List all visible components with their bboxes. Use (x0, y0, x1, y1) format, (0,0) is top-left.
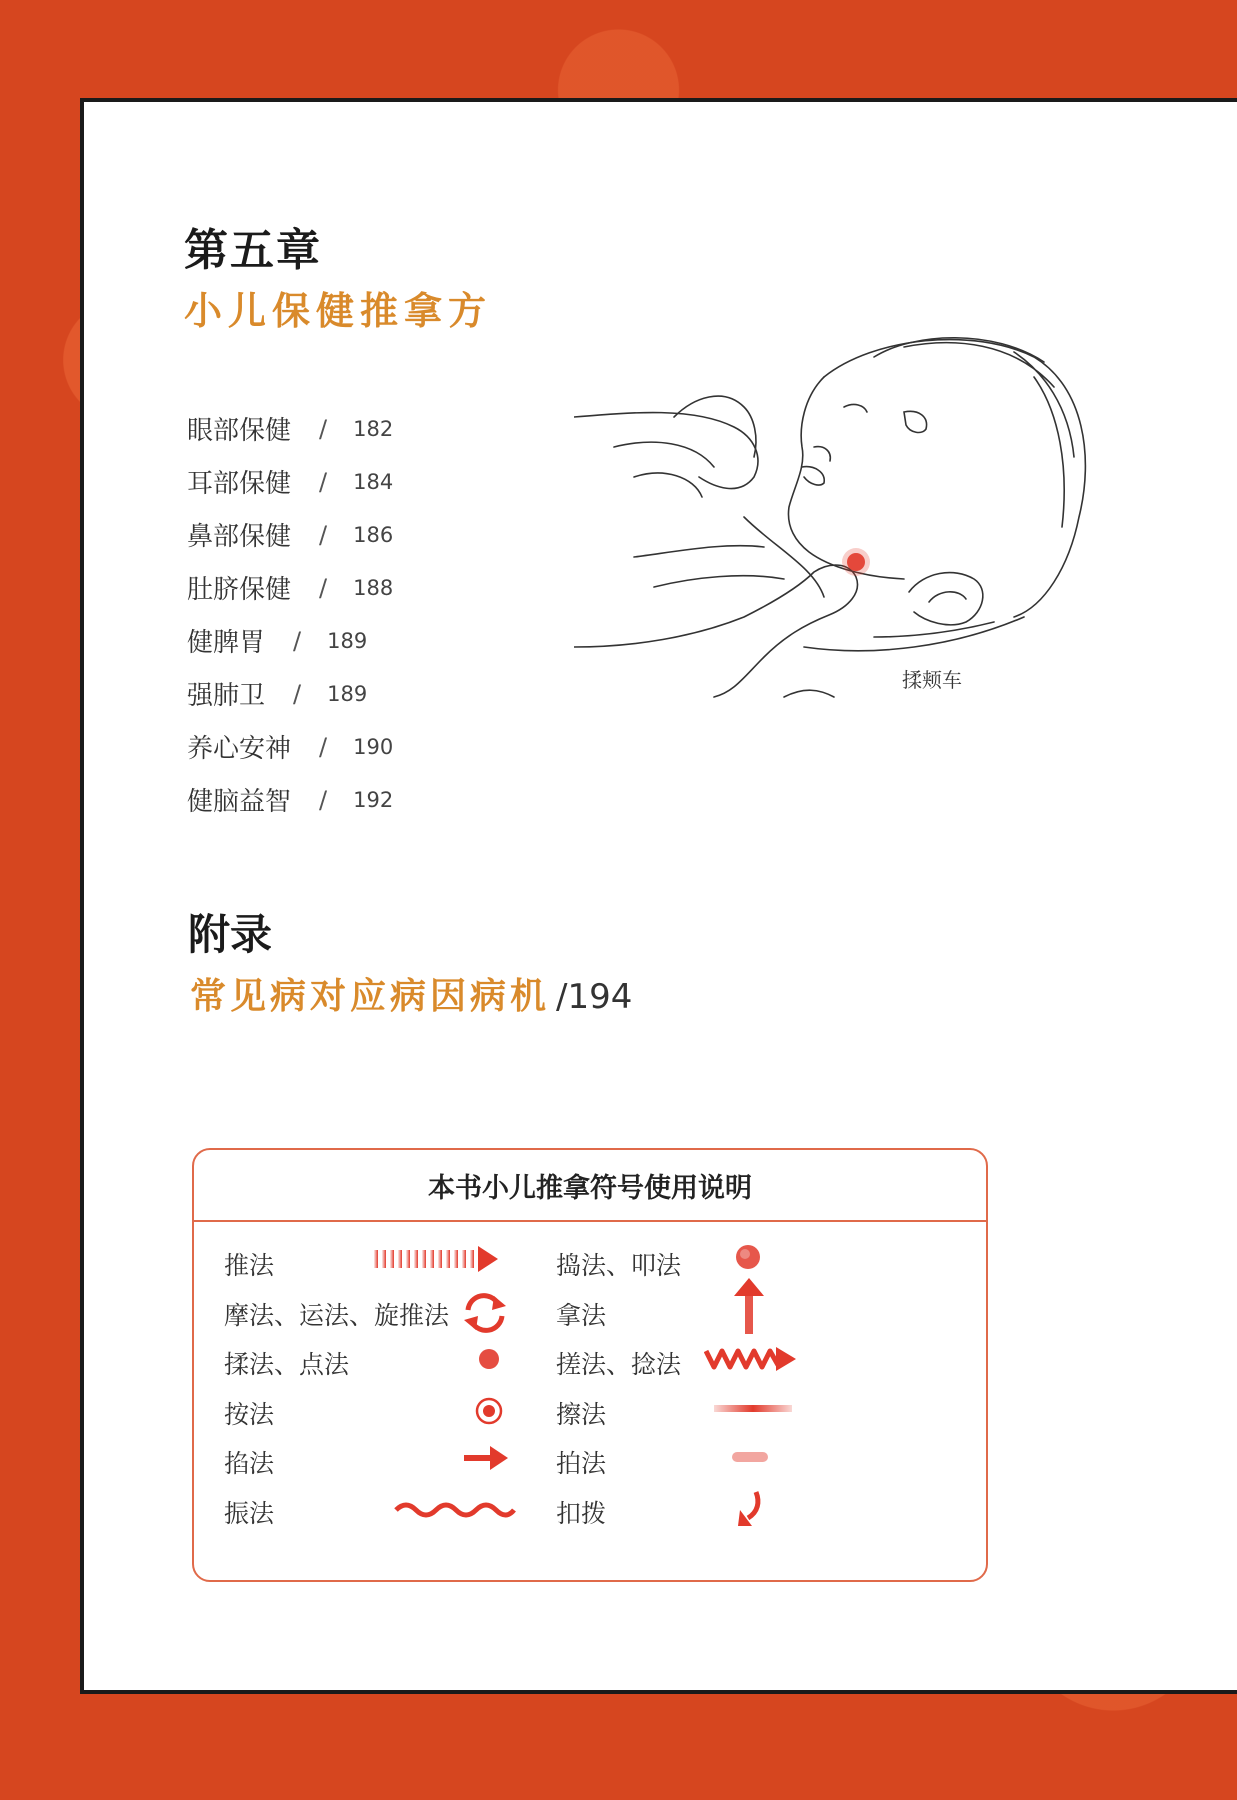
toc-item-label: 耳部保健 (187, 469, 292, 499)
toc-slash: / (293, 626, 302, 655)
legend-label: 振法 (224, 1498, 275, 1528)
legend-label: 摩法、运法、旋推法 (224, 1300, 450, 1330)
legend-right-column (556, 1240, 976, 1537)
legend-row (224, 1290, 524, 1340)
legend-row (556, 1290, 976, 1340)
toc-slash: / (319, 467, 328, 496)
line-icon (712, 1389, 794, 1429)
toc-page: 182 (353, 416, 394, 441)
toc-slash: / (319, 732, 328, 761)
illustration-caption: 揉颊车 (902, 668, 962, 692)
symbol-legend (192, 1148, 988, 1582)
legend-row (224, 1488, 524, 1538)
legend-row (224, 1389, 524, 1439)
toc-item[interactable] (187, 773, 393, 826)
toc-list (187, 402, 393, 826)
legend-row (556, 1488, 976, 1538)
legend-row (224, 1240, 524, 1290)
rotate-arrows-icon (460, 1290, 510, 1334)
legend-row (224, 1438, 524, 1488)
toc-item-label: 健脑益智 (187, 787, 292, 817)
toc-slash: / (319, 573, 328, 602)
toc-item[interactable] (187, 614, 393, 667)
legend-row (556, 1438, 976, 1488)
toc-item[interactable] (187, 667, 393, 720)
toc-item-label: 肚脐保健 (187, 575, 292, 605)
toc-page: 184 (353, 469, 394, 494)
short-arrow-icon (462, 1438, 512, 1478)
up-arrow-icon (732, 1276, 766, 1338)
toc-item[interactable] (187, 508, 393, 561)
toc-slash: / (319, 520, 328, 549)
appendix-page: /194 (556, 977, 633, 1017)
legend-label: 搓法、捻法 (556, 1350, 682, 1379)
circle-icon (728, 1240, 768, 1280)
legend-row (556, 1389, 976, 1439)
toc-item-label: 眼部保健 (187, 416, 292, 446)
legend-label: 拿法 (556, 1300, 607, 1330)
toc-page: 189 (327, 628, 368, 653)
toc-item-label: 健脾胃 (187, 628, 266, 658)
toc-page: 192 (353, 787, 394, 812)
hook-arrow-icon (736, 1488, 766, 1532)
appendix-entry[interactable] (190, 968, 632, 1019)
legend-label: 推法 (224, 1251, 275, 1280)
legend-label: 掐法 (224, 1449, 275, 1478)
legend-row (556, 1240, 976, 1290)
legend-label: 捣法、叩法 (556, 1251, 682, 1280)
toc-item-label: 养心安神 (187, 734, 292, 764)
push-arrow-icon (374, 1240, 504, 1276)
legend-left-column (224, 1240, 524, 1537)
legend-label: 擦法 (556, 1399, 607, 1429)
legend-title: 本书小儿推拿符号使用说明 (194, 1150, 986, 1222)
toc-slash: / (293, 679, 302, 708)
toc-item[interactable] (187, 561, 393, 614)
legend-row (556, 1339, 976, 1389)
dot-icon (474, 1339, 504, 1379)
appendix-title: 附录 (188, 910, 273, 959)
chapter-subtitle: 小儿保健推拿方 (184, 289, 493, 333)
toc-page: 188 (353, 575, 394, 600)
toc-slash: / (319, 785, 328, 814)
toc-page: 186 (353, 522, 394, 547)
content-page (80, 98, 1237, 1694)
toc-slash: / (319, 414, 328, 443)
toc-item[interactable] (187, 402, 393, 455)
target-dot-icon (472, 1389, 506, 1433)
toc-item-label: 强肺卫 (187, 681, 266, 711)
legend-label: 按法 (224, 1399, 275, 1429)
legend-row (224, 1339, 524, 1389)
chapter-title: 第五章 (184, 225, 322, 276)
toc-page: 189 (327, 681, 368, 706)
legend-label: 揉法、点法 (224, 1350, 350, 1379)
child-massage-illustration (574, 317, 1234, 787)
toc-item-label: 鼻部保健 (187, 522, 292, 552)
appendix-subtitle: 常见病对应病因病机 (190, 976, 551, 1017)
legend-label: 拍法 (556, 1449, 607, 1478)
toc-item[interactable] (187, 720, 393, 773)
toc-page: 190 (353, 734, 394, 759)
legend-label: 扣拨 (556, 1498, 607, 1528)
toc-item[interactable] (187, 455, 393, 508)
blur-dash-icon (728, 1438, 772, 1478)
zigzag-arrow-icon (704, 1339, 800, 1379)
wave-icon (394, 1488, 516, 1528)
